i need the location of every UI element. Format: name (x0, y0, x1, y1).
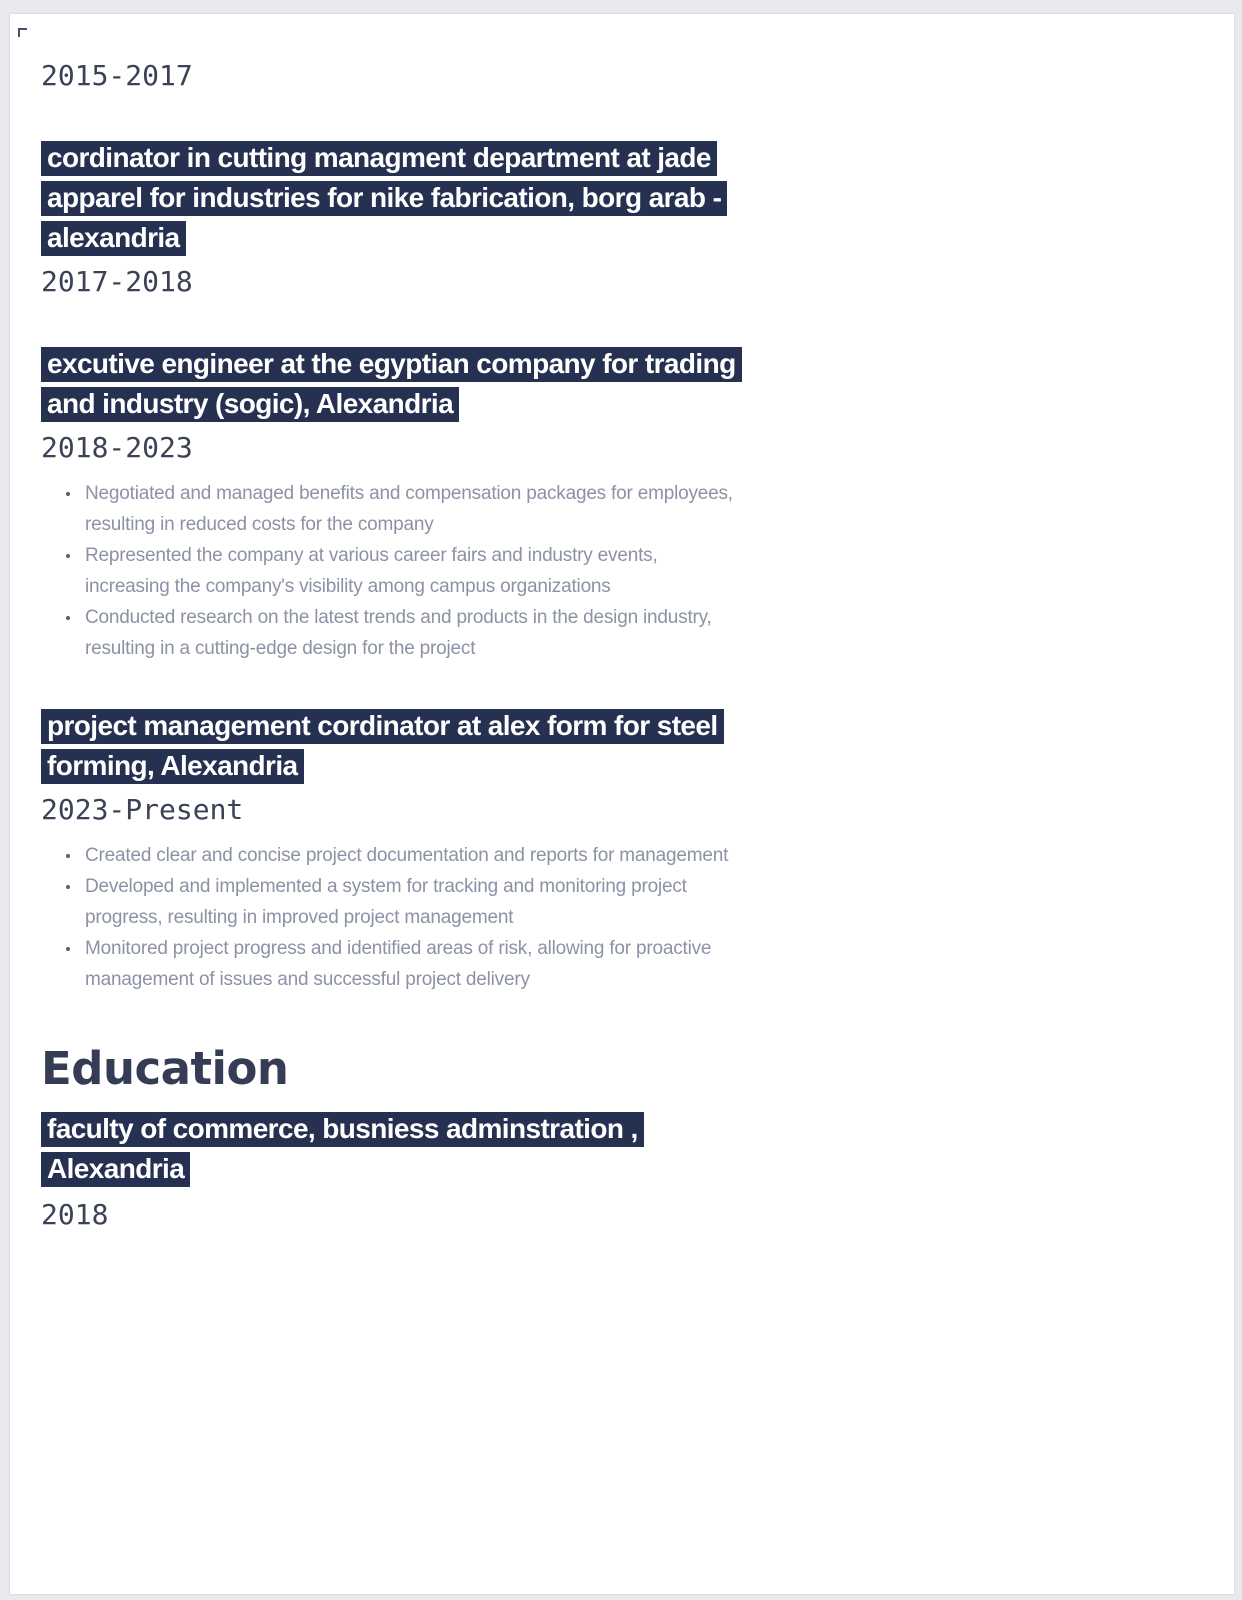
resume-content (41, 58, 741, 1233)
education-year: 2018 (41, 1198, 109, 1231)
job-bullet-list (41, 840, 741, 995)
job-period: 2023-Present (41, 793, 244, 826)
job-title-text: cordinator in cutting managment department at jade apparel for industries for nike fabrication, borg arab -alexandria (41, 141, 727, 256)
job-bullet: Represented the company at various career fairs and industry events, increasing the company's visibility among campus organizations (65, 540, 741, 602)
job-title-text: project management cordinator at alex form for steel forming, Alexandria (41, 709, 724, 784)
job-bullet: Developed and implemented a system for tracking and monitoring project progress, resulting in improved project management (65, 871, 741, 933)
education-heading: Education (41, 1042, 289, 1095)
job-title (41, 344, 741, 424)
job-period: 2018-2023 (41, 431, 193, 464)
job-period: 2015-2017 (41, 59, 193, 92)
job-title (41, 706, 741, 786)
education-school (41, 1109, 741, 1189)
job-bullet: Negotiated and managed benefits and compensation packages for employees, resulting in reduced costs for the company (65, 478, 741, 540)
job-bullet: Conducted research on the latest trends and products in the design industry, resulting in a cutting-edge design for the project (65, 602, 741, 664)
job-bullet-list (41, 478, 741, 664)
page-corner-mark (18, 28, 27, 37)
job-title (41, 138, 741, 258)
job-title-text: excutive engineer at the egyptian company for trading and industry (sogic), Alexandria (41, 347, 742, 422)
job-period: 2017-2018 (41, 265, 193, 298)
job-bullet: Monitored project progress and identified areas of risk, allowing for proactive management of issues and successful project delivery (65, 933, 741, 995)
education-school-text: faculty of commerce, busniess adminstration , Alexandria (41, 1112, 644, 1187)
job-bullet: Created clear and concise project documentation and reports for management (65, 840, 741, 871)
resume-page (10, 14, 1234, 1594)
